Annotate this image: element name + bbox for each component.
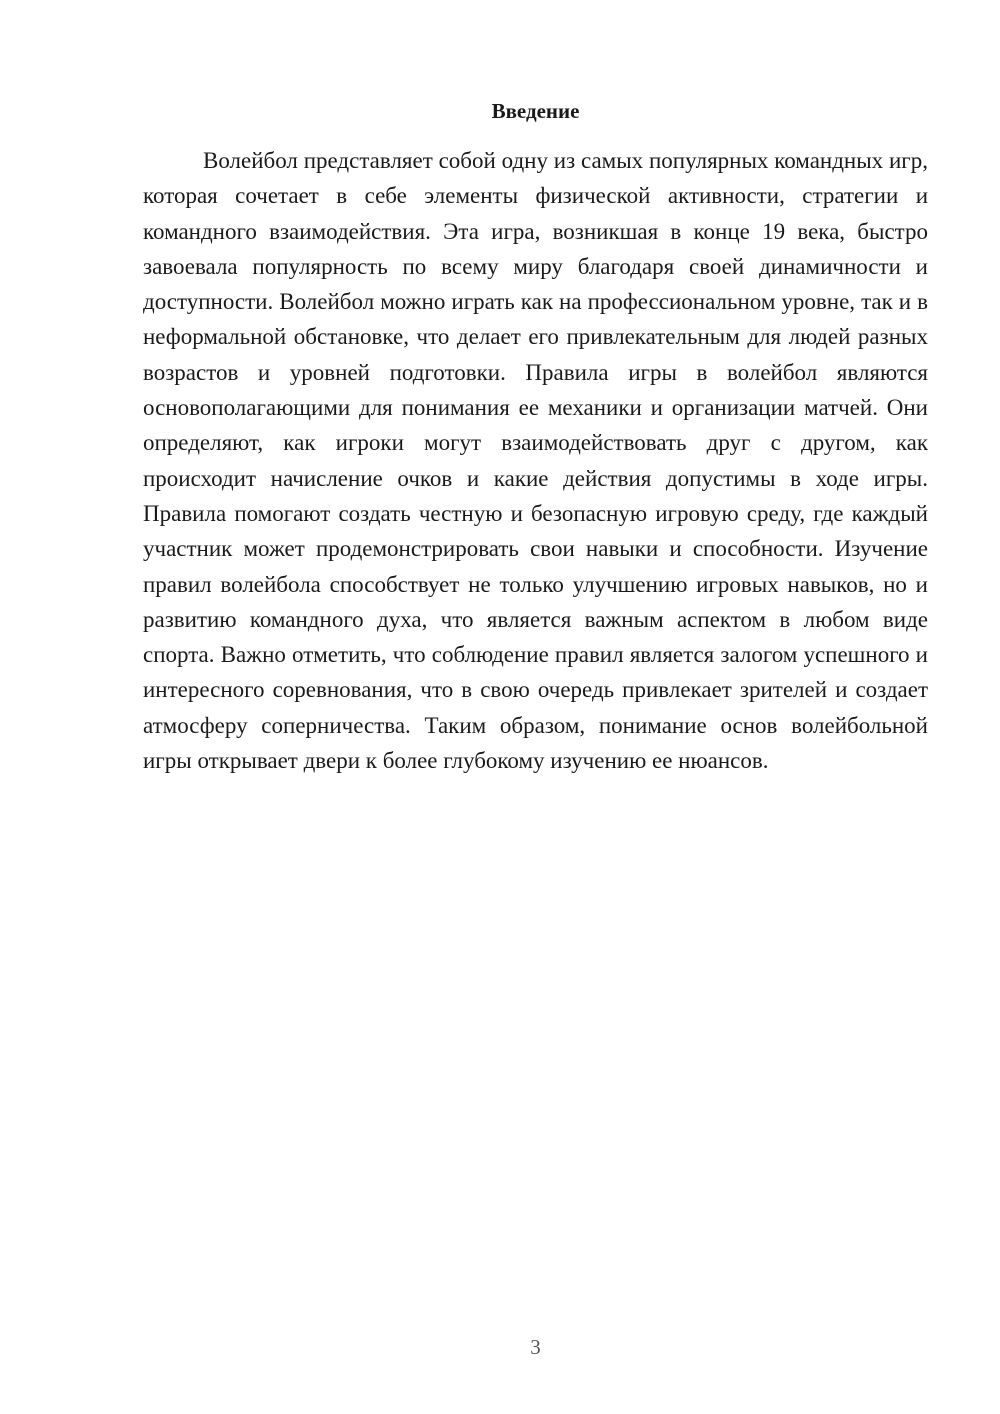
intro-paragraph: Волейбол представляет собой одну из самых популярных командных игр, которая сочетает в себе элементы физической активности, стратегии и командного взаимодействия. Эта игра, возникшая в конце 19 века, быстро завоевала популярность по всему миру благодаря своей динамичности и доступности. Волейбол можно играть как на профессиональном уровне, так и в неформальной обстановке, что делает его привлекательным для людей разных возрастов и уровней подготовки. Правила игры в волейбол являются основополагающими для понимания ее механики и организации матчей. Они определяют, как игроки могут взаимодействовать друг с другом, как происходит начисление очков и какие действия допустимы в ходе игры. Правила помогают создать честную и безопасную игровую среду, где каждый участник может продемонстрировать свои навыки и способности. Изучение правил волейбола способствует не только улучшению игровых навыков, но и развитию командного духа, что является важным аспектом в любом виде спорта. Важно отметить, что соблюдение правил является залогом успешного и интересного соревнования, что в свою очередь привлекает зрителей и создает атмосферу соперничества. Таким образом, понимание основ волейбольной игры открывает двери к более глубокому изучению ее нюансов.	[143, 148, 928, 774]
section-title: Введение	[491, 99, 580, 123]
page-number: 3	[530, 1335, 541, 1359]
